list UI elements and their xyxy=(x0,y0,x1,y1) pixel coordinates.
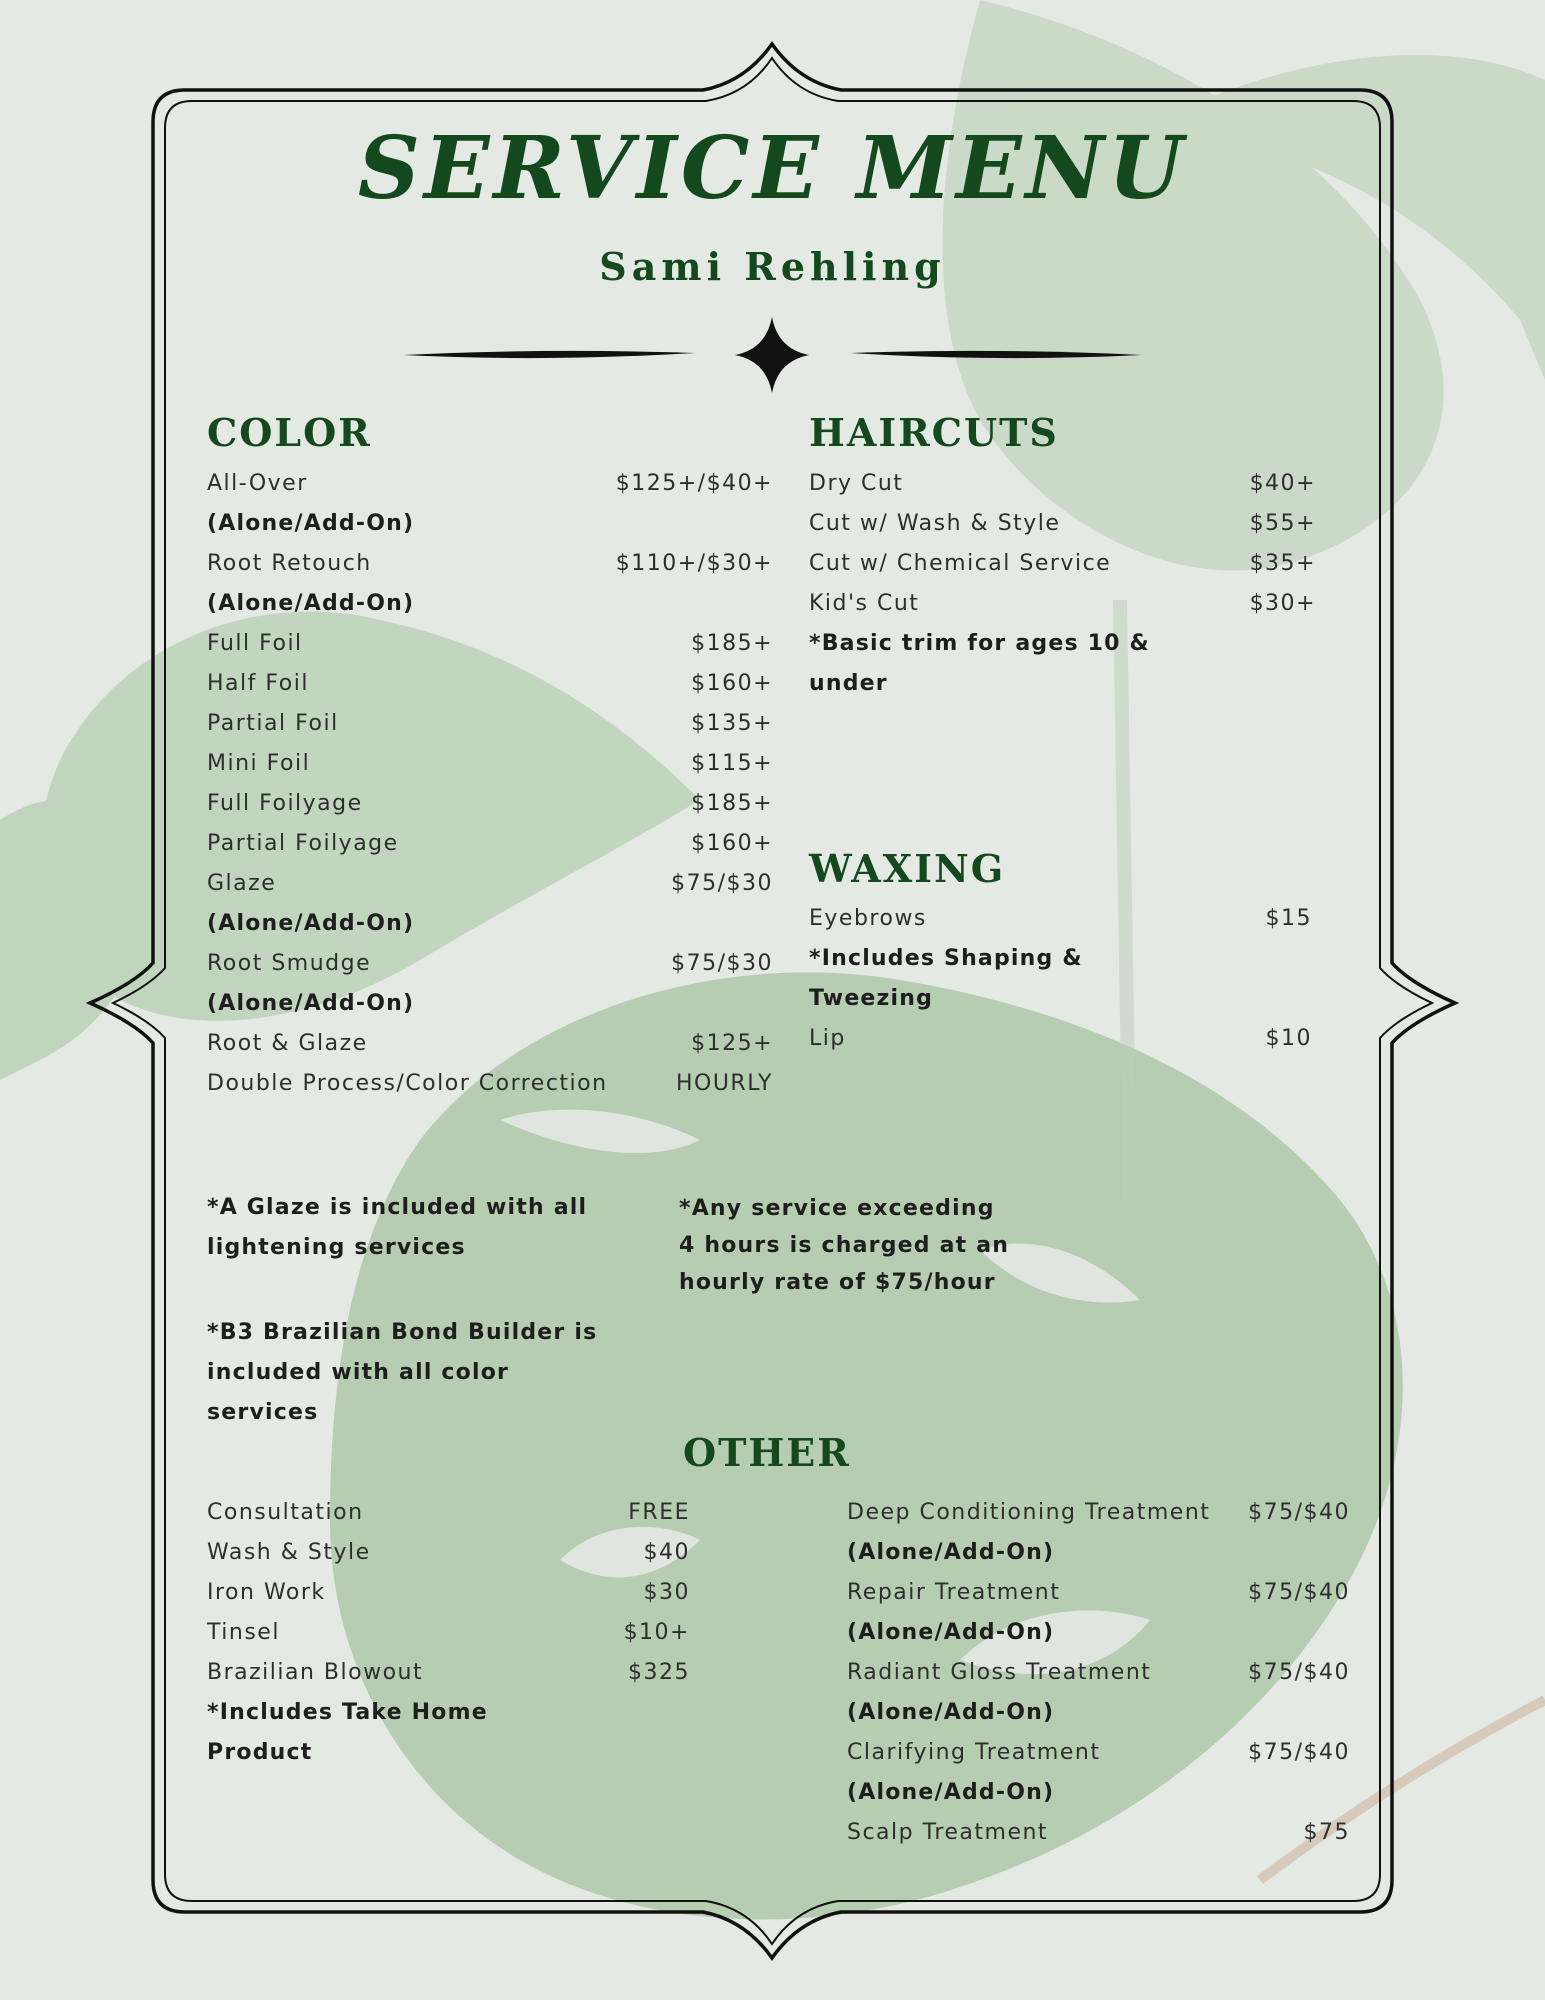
four-point-star-icon xyxy=(735,317,809,393)
list-item: Partial Foilyage $160+ xyxy=(207,831,773,856)
list-item: Kid's Cut $30+ xyxy=(809,591,1316,616)
list-item: Dry Cut $40+ xyxy=(809,471,1316,496)
page-title: SERVICE MENU xyxy=(357,118,1188,219)
list-item: Brazilian Blowout $325 xyxy=(207,1660,690,1685)
waxing-list xyxy=(809,899,1312,1059)
list-item: Full Foil $185+ xyxy=(207,631,773,656)
list-item: Root Smudge $75/$30 xyxy=(207,951,773,976)
stylist-name: Sami Rehling xyxy=(599,244,946,289)
haircut-note-line: under xyxy=(809,671,888,696)
list-item: Full Foilyage $185+ xyxy=(207,791,773,816)
color-heading: COLOR xyxy=(207,410,372,455)
list-item: Mini Foil $115+ xyxy=(207,751,773,776)
list-item: Root Retouch $110+/$30+ xyxy=(207,551,773,576)
list-item: Lip $10 xyxy=(809,1026,1312,1051)
item-note: (Alone/Add-On) xyxy=(207,591,415,616)
item-note: (Alone/Add-On) xyxy=(207,911,415,936)
list-item: Cut w/ Wash & Style $55+ xyxy=(809,511,1316,536)
list-item: Glaze $75/$30 xyxy=(207,871,773,896)
list-item: Wash & Style $40 xyxy=(207,1540,690,1565)
list-item: Double Process/Color Correction HOURLY xyxy=(207,1071,773,1096)
other-note-line: Product xyxy=(207,1740,313,1765)
other-right-list xyxy=(847,1493,1350,1853)
list-item: Consultation FREE xyxy=(207,1500,690,1525)
list-item: Iron Work $30 xyxy=(207,1580,690,1605)
hourly-footnote: *Any service exceeding 4 hours is charged at an hourly rate of $75/hour xyxy=(679,1196,1010,1295)
list-item: Half Foil $160+ xyxy=(207,671,773,696)
other-note-line: *Includes Take Home xyxy=(207,1700,488,1725)
item-note: (Alone/Add-On) xyxy=(207,511,415,536)
header-divider xyxy=(395,315,1150,395)
item-note: (Alone/Add-On) xyxy=(847,1540,1055,1565)
list-item: Radiant Gloss Treatment $75/$40 xyxy=(847,1660,1350,1685)
haircuts-heading: HAIRCUTS xyxy=(809,410,1059,455)
list-item: Clarifying Treatment $75/$40 xyxy=(847,1740,1350,1765)
color-list xyxy=(207,464,773,1104)
waxing-heading: WAXING xyxy=(809,846,1006,891)
item-note: (Alone/Add-On) xyxy=(847,1700,1055,1725)
list-item: Partial Foil $135+ xyxy=(207,711,773,736)
list-item: Repair Treatment $75/$40 xyxy=(847,1580,1350,1605)
item-note: (Alone/Add-On) xyxy=(847,1620,1055,1645)
list-item: Eyebrows $15 xyxy=(809,906,1312,931)
list-item: Tinsel $10+ xyxy=(207,1620,690,1645)
haircuts-list xyxy=(809,464,1316,704)
waxing-note-line: *Includes Shaping & xyxy=(809,946,1083,971)
list-item: Cut w/ Chemical Service $35+ xyxy=(809,551,1316,576)
other-heading: OTHER xyxy=(683,1430,851,1475)
other-left-list xyxy=(207,1493,690,1773)
bond-builder-footnote: *B3 Brazilian Bond Builder is included with all color services xyxy=(207,1320,598,1425)
waxing-note-line: Tweezing xyxy=(809,986,934,1011)
item-note: (Alone/Add-On) xyxy=(847,1780,1055,1805)
glaze-footnote: *A Glaze is included with all lightening services xyxy=(207,1195,588,1260)
list-item: Root & Glaze $125+ xyxy=(207,1031,773,1056)
list-item: All-Over $125+/$40+ xyxy=(207,471,773,496)
list-item: Scalp Treatment $75 xyxy=(847,1820,1350,1845)
item-note: (Alone/Add-On) xyxy=(207,991,415,1016)
haircut-note-line: *Basic trim for ages 10 & xyxy=(809,631,1150,656)
list-item: Deep Conditioning Treatment $75/$40 xyxy=(847,1500,1350,1525)
